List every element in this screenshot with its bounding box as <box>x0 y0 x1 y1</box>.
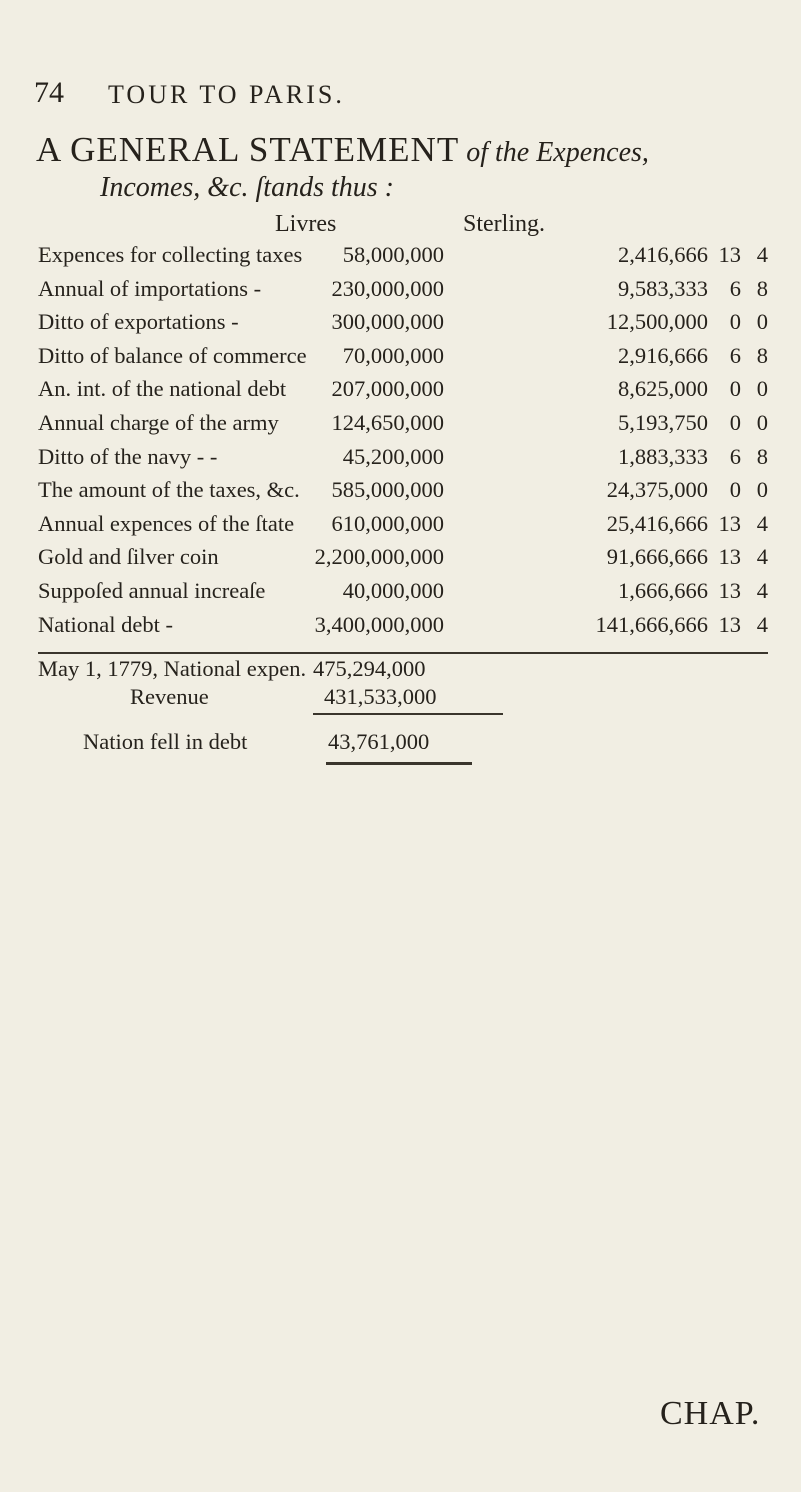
title-caps: A GENERAL STATEMENT <box>36 130 460 169</box>
row-livres: 585,000,000 <box>331 477 444 503</box>
row-label: Annual charge of the army <box>38 410 279 435</box>
row-pence: 0 <box>756 309 768 335</box>
row-pence: 4 <box>756 510 768 536</box>
table-row <box>0 477 801 507</box>
table-row <box>0 376 801 406</box>
row-pence: 4 <box>756 544 768 570</box>
summary-revenue-label: Revenue <box>130 684 209 709</box>
row-shillings: 6 <box>729 342 741 368</box>
row-livres: 300,000,000 <box>331 309 444 335</box>
row-livres: 2,200,000,000 <box>314 544 444 570</box>
summary-expenditure-label: May 1, 1779, National expen. <box>38 656 307 681</box>
summary-expenditure-value: 475,294,000 <box>313 656 426 681</box>
catchword: CHAP. <box>660 1395 761 1432</box>
row-sterling: 24,375,000 <box>606 477 708 503</box>
row-shillings: 0 <box>729 376 741 402</box>
row-pence: 4 <box>756 242 768 267</box>
row-shillings: 13 <box>718 544 741 570</box>
row-livres: 124,650,000 <box>331 410 444 435</box>
page-number: 74 <box>34 76 64 109</box>
table-row <box>0 544 801 574</box>
row-livres: 40,000,000 <box>342 578 444 603</box>
summary-rule <box>313 713 503 715</box>
row-shillings: 6 <box>729 443 741 469</box>
row-label: The amount of the taxes, &c. <box>38 477 300 503</box>
table-row <box>0 309 801 339</box>
row-label: Ditto of exportations - <box>38 309 239 335</box>
column-header-livres: Livres <box>275 211 337 237</box>
row-sterling: 9,583,333 <box>618 275 708 301</box>
table-row <box>0 343 801 373</box>
row-shillings: 13 <box>718 242 741 267</box>
row-shillings: 13 <box>718 611 741 637</box>
row-label: National debt - <box>38 611 173 637</box>
title-italic: of the Expences, <box>459 137 649 168</box>
row-label: Ditto of the navy - - <box>38 443 218 469</box>
row-livres: 207,000,000 <box>331 376 444 402</box>
row-sterling: 12,500,000 <box>606 309 708 335</box>
row-sterling: 1,666,666 <box>618 578 708 603</box>
row-sterling: 1,883,333 <box>618 443 708 469</box>
table-row <box>0 410 801 440</box>
table-row <box>0 276 801 306</box>
table-row <box>0 578 801 608</box>
row-pence: 0 <box>756 410 768 435</box>
row-label: Ditto of balance of commerce <box>38 342 307 368</box>
column-header-sterling: Sterling. <box>463 211 545 237</box>
row-shillings: 13 <box>718 510 741 536</box>
table-row <box>0 444 801 474</box>
row-label: An. int. of the national debt <box>38 376 287 402</box>
row-shillings: 6 <box>729 275 741 301</box>
row-livres: 45,200,000 <box>342 443 444 469</box>
row-sterling: 5,193,750 <box>618 410 708 435</box>
table-rule <box>38 652 768 654</box>
row-pence: 4 <box>756 611 768 637</box>
row-label: Expences for collecting taxes <box>38 242 303 267</box>
row-sterling: 141,666,666 <box>595 611 708 637</box>
row-livres: 70,000,000 <box>342 342 444 368</box>
row-pence: 0 <box>756 376 768 402</box>
row-pence: 8 <box>756 275 768 301</box>
row-label: Suppoſed annual increaſe <box>38 578 266 603</box>
row-sterling: 25,416,666 <box>606 510 708 536</box>
row-shillings: 13 <box>718 578 741 603</box>
summary-deficit-label: Nation fell in debt <box>83 729 248 754</box>
row-shillings: 0 <box>729 309 741 335</box>
statement-title <box>36 130 649 170</box>
row-pence: 4 <box>756 578 768 603</box>
summary-deficit-value: 43,761,000 <box>328 729 430 754</box>
row-shillings: 0 <box>729 410 741 435</box>
row-livres: 610,000,000 <box>331 510 444 536</box>
row-sterling: 2,416,666 <box>618 242 708 267</box>
row-pence: 0 <box>756 477 768 503</box>
row-pence: 8 <box>756 342 768 368</box>
summary-double-rule <box>326 762 472 765</box>
row-label: Gold and ſilver coin <box>38 544 219 570</box>
row-livres: 230,000,000 <box>331 275 444 301</box>
row-label: Annual expences of the ſtate <box>38 510 295 536</box>
row-livres: 3,400,000,000 <box>314 611 444 637</box>
row-shillings: 0 <box>729 477 741 503</box>
row-sterling: 91,666,666 <box>606 544 708 570</box>
summary-revenue-value: 431,533,000 <box>324 684 437 709</box>
row-pence: 8 <box>756 443 768 469</box>
statement-subtitle: Incomes, &c. ſtands thus : <box>100 172 394 203</box>
table-row <box>0 511 801 541</box>
running-head: TOUR TO PARIS. <box>108 80 345 109</box>
table-row <box>0 242 801 272</box>
row-sterling: 8,625,000 <box>618 376 708 402</box>
row-sterling: 2,916,666 <box>618 342 708 368</box>
row-livres: 58,000,000 <box>342 242 444 267</box>
table-row <box>0 612 801 642</box>
row-label: Annual of importations - <box>38 275 262 301</box>
